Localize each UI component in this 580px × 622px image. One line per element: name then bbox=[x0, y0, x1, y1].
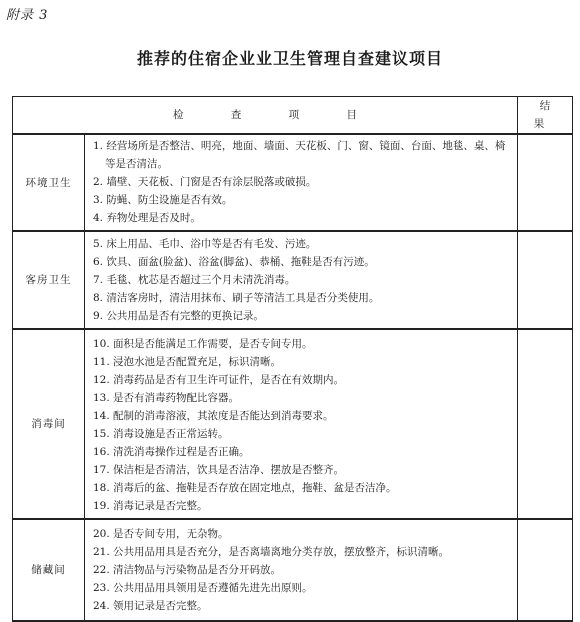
items-cell bbox=[85, 519, 518, 621]
category-cell: 消毒间 bbox=[13, 329, 85, 519]
items-cell bbox=[85, 231, 518, 329]
category-cell: 客房卫生 bbox=[13, 231, 85, 329]
check-item: 22. 清洁物品与污染物品是否分开码放。 bbox=[93, 564, 282, 576]
check-item: 24. 领用记录是否完整。 bbox=[93, 600, 208, 612]
check-item: 16. 清洗消毒操作过程是否正确。 bbox=[93, 446, 250, 458]
category-cell: 环境卫生 bbox=[13, 134, 85, 231]
check-item: 19. 消毒记录是否完整。 bbox=[93, 500, 208, 512]
result-cell[interactable] bbox=[518, 231, 573, 329]
check-item: 6. 饮具、面盆(脸盆)、浴盆(脚盆)、恭桶、拖鞋是否有污迹。 bbox=[93, 256, 375, 268]
check-item: 5. 床上用品、毛巾、浴巾等是否有毛发、污迹。 bbox=[93, 238, 317, 250]
check-item: 17. 保洁柜是否清洁，饮具是否洁净、摆放是否整齐。 bbox=[93, 464, 345, 476]
check-item: 13. 是否有消毒药物配比容器。 bbox=[93, 392, 240, 404]
table-header-row bbox=[13, 97, 573, 135]
check-item: 9. 公共用品是否有完整的更换记录。 bbox=[93, 310, 264, 322]
page-title: 推荐的住宿企业业卫生管理自查建议项目 bbox=[136, 49, 443, 68]
self-inspection-table bbox=[12, 96, 573, 622]
items-cell bbox=[85, 329, 518, 519]
header-inspection-items: 检 查 项 目 bbox=[13, 97, 518, 135]
result-cell[interactable] bbox=[518, 134, 573, 231]
check-item: 2. 墙壁、天花板、门窗是否有涂层脱落或破损。 bbox=[93, 176, 317, 188]
section-row-disinfection-room bbox=[13, 329, 573, 519]
check-item: 21. 公共用品用具是否充分，是否离墙离地分类存放，摆放整齐，标识清晰。 bbox=[93, 546, 450, 558]
result-cell[interactable] bbox=[518, 329, 573, 519]
category-cell: 储藏间 bbox=[13, 519, 85, 621]
check-item-continuation: 等是否清洁。 bbox=[105, 158, 168, 170]
items-cell bbox=[85, 134, 518, 231]
appendix-label: 附录 3 bbox=[6, 8, 49, 23]
result-cell[interactable] bbox=[518, 519, 573, 621]
check-item: 20. 是否专间专用，无杂物。 bbox=[93, 528, 229, 540]
check-item: 12. 消毒药品是否有卫生许可证件，是否在有效期内。 bbox=[93, 374, 345, 386]
section-row-environment bbox=[13, 134, 573, 231]
check-item: 4. 弃物处理是否及时。 bbox=[93, 212, 201, 224]
check-item: 1. 经营场所是否整洁、明亮，地面、墙面、天花板、门、窗、镜面、台面、地毯、桌、椅 bbox=[93, 140, 506, 152]
check-item: 7. 毛毯、枕芯是否超过三个月未清洗消毒。 bbox=[93, 274, 296, 286]
section-row-guestroom bbox=[13, 231, 573, 329]
check-item: 8. 清洁客房时，清洁用抹布、刷子等清洁工具是否分类使用。 bbox=[93, 292, 380, 304]
check-item: 10. 面积是否能满足工作需要，是否专间专用。 bbox=[93, 338, 313, 350]
section-row-storage-room bbox=[13, 519, 573, 621]
check-item: 11. 浸泡水池是否配置充足，标识清晰。 bbox=[93, 356, 282, 368]
check-item: 23. 公共用品用具领用是否遵循先进先出原则。 bbox=[93, 582, 313, 594]
check-item: 15. 消毒设施是否正常运转。 bbox=[93, 428, 229, 440]
check-item: 3. 防蝇、防尘设施是否有效。 bbox=[93, 194, 233, 206]
check-item: 14. 配制的消毒溶液，其浓度是否能达到消毒要求。 bbox=[93, 410, 334, 422]
header-result: 结 果 bbox=[518, 97, 573, 135]
check-item: 18. 消毒后的盆、拖鞋是否存放在固定地点，拖鞋、盆是否洁净。 bbox=[93, 482, 397, 494]
